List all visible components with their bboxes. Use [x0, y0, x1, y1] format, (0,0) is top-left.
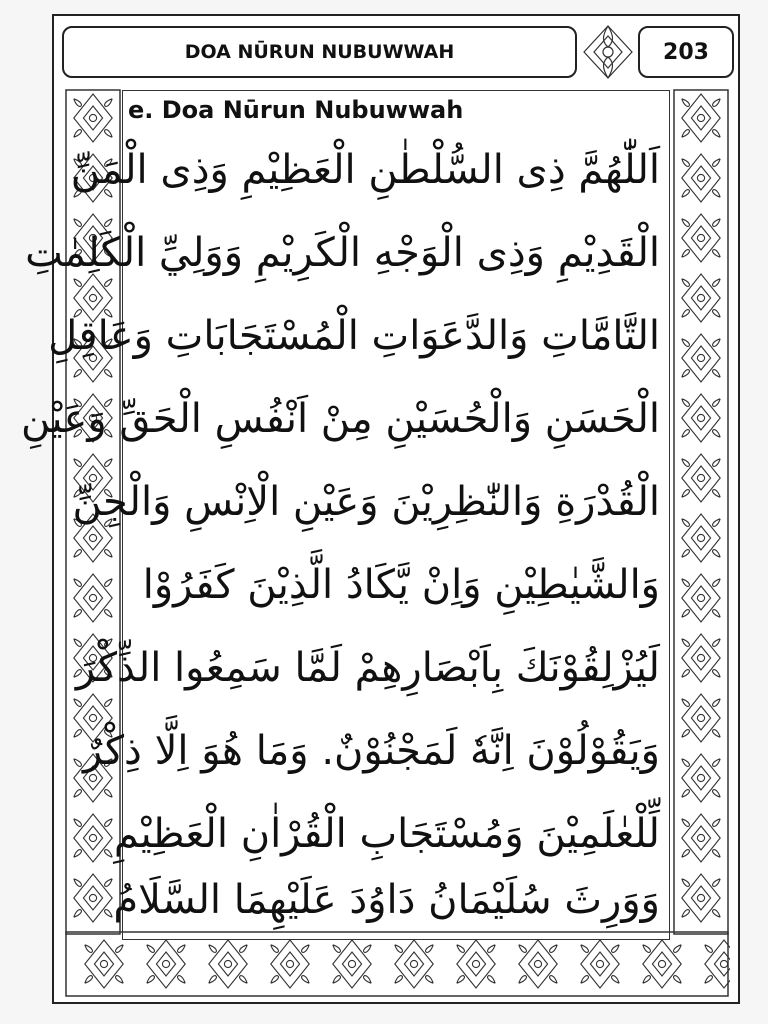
prayer-line-7: لَيُزْلِقُوْنَكَ بِاَبْصَارِهِمْ لَمَّا سَمِعُوا الذِّكْرَ [75, 645, 660, 691]
prayer-line-8: وَيَقُوْلُوْنَ اِنَّهٗ لَمَجْنُوْنٌ. وَمَا هُوَ اِلَّا ذِكْرٌ [82, 728, 660, 774]
prayer-line-4: الْحَسَنِ وَالْحُسَيْنِ مِنْ اَنْفُسِ الْحَقِّ وَعَيْنِ [20, 396, 660, 442]
prayer-line-5: الْقُدْرَةِ وَالنّٰظِرِيْنَ وَعَيْنِ الْاِنْسِ وَالْجِنِّ [72, 479, 660, 525]
header-ornament-icon [578, 22, 638, 82]
page-number: 203 [663, 39, 709, 65]
section-heading: e. Doa Nūrun Nubuwwah [128, 96, 464, 124]
right-floral-border-icon [672, 88, 730, 936]
page-number-box [638, 26, 734, 78]
prayer-line-10: وَوَرِثَ سُلَيْمَانُ دَاوُدَ عَلَيْهِمَا السَّلَامُ [113, 877, 660, 923]
header-title: DOA NŪRUN NUBUWWAH [184, 41, 455, 63]
bottom-floral-border-icon [64, 930, 730, 998]
prayer-line-9: لِّلْعٰلَمِيْنَ وَمُسْتَجَابِ الْقُرْاٰنِ الْعَظِيْمِ [113, 811, 660, 857]
prayer-line-3: التَّامَّاتِ وَالدَّعَوَاتِ الْمُسْتَجَابَاتِ وَعَاقِلِ [48, 313, 660, 359]
prayer-line-2: الْقَدِيْمِ وَذِى الْوَجْهِ الْكَرِيْمِ وَوَلِيِّ الْكَلِمٰتِ [25, 230, 660, 276]
prayer-line-1: اَللّٰهُمَّ ذِى السُّلْطٰنِ الْعَظِيْمِ وَذِى الْمَنِّ [70, 147, 660, 193]
prayer-line-6: وَالشَّيٰطِيْنِ وَاِنْ يَّكَادُ الَّذِيْنَ كَفَرُوْا [142, 562, 660, 608]
header-title-box [62, 26, 577, 78]
